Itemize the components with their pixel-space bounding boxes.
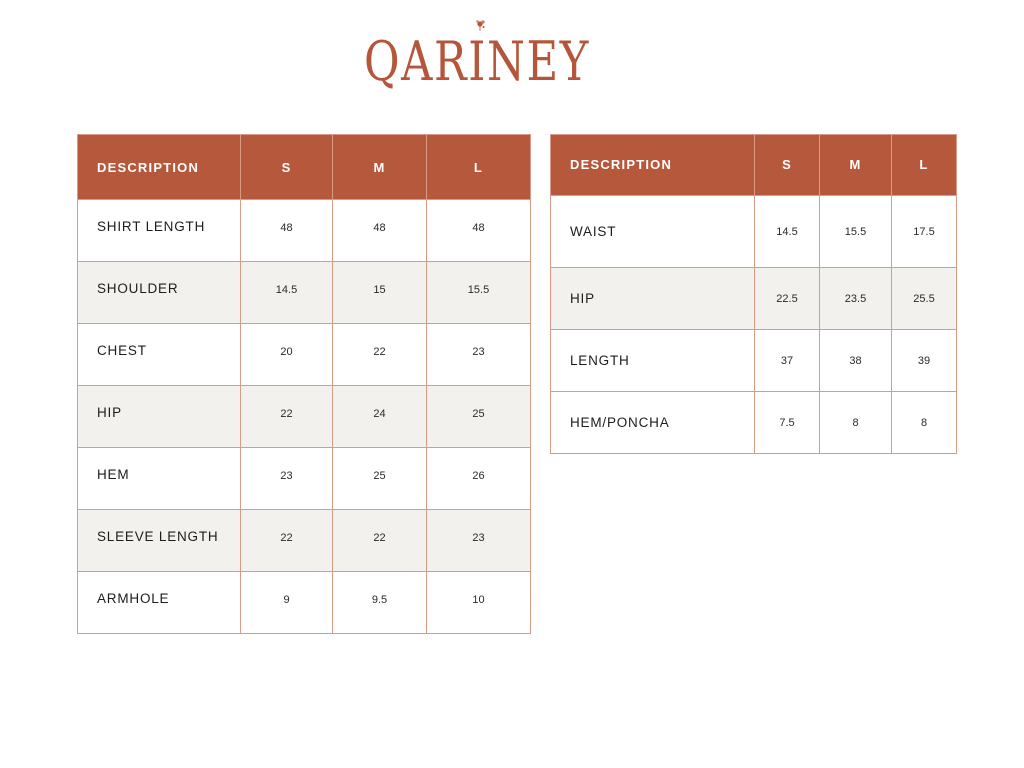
table-row xyxy=(551,330,957,392)
size-m-value: 38 xyxy=(820,330,892,392)
row-label: HEM xyxy=(78,448,241,510)
table-row xyxy=(551,196,957,268)
row-label: CHEST xyxy=(78,324,241,386)
column-header-m: M xyxy=(333,135,427,200)
top-size-table xyxy=(77,134,531,634)
brand-name: QARINEY xyxy=(364,30,590,93)
table-row xyxy=(78,262,531,324)
table-row xyxy=(78,448,531,510)
table-row xyxy=(78,510,531,572)
size-m-value: 24 xyxy=(333,386,427,448)
size-m-value: 8 xyxy=(820,392,892,454)
column-header-m: M xyxy=(820,135,892,196)
size-l-value: 23 xyxy=(427,324,531,386)
column-header-s: S xyxy=(241,135,333,200)
size-m-value: 15 xyxy=(333,262,427,324)
row-label: ARMHOLE xyxy=(78,572,241,634)
column-header-description: DESCRIPTION xyxy=(78,135,241,200)
row-label: HIP xyxy=(551,268,755,330)
size-m-value: 22 xyxy=(333,510,427,572)
size-l-value: 23 xyxy=(427,510,531,572)
column-header-s: S xyxy=(755,135,820,196)
column-header-description: DESCRIPTION xyxy=(551,135,755,196)
size-m-value: 48 xyxy=(333,200,427,262)
size-l-value: 15.5 xyxy=(427,262,531,324)
column-header-l: L xyxy=(892,135,957,196)
size-l-value: 25.5 xyxy=(892,268,957,330)
table-row xyxy=(78,200,531,262)
size-m-value: 9.5 xyxy=(333,572,427,634)
row-label: HEM/PONCHA xyxy=(551,392,755,454)
column-header-l: L xyxy=(427,135,531,200)
size-l-value: 8 xyxy=(892,392,957,454)
row-label: WAIST xyxy=(551,196,755,268)
row-label: SHIRT LENGTH xyxy=(78,200,241,262)
table-row xyxy=(551,392,957,454)
size-l-value: 25 xyxy=(427,386,531,448)
size-m-value: 25 xyxy=(333,448,427,510)
row-label: LENGTH xyxy=(551,330,755,392)
size-s-value: 37 xyxy=(755,330,820,392)
bottom-size-table xyxy=(550,134,957,454)
size-s-value: 14.5 xyxy=(241,262,333,324)
row-label: SLEEVE LENGTH xyxy=(78,510,241,572)
size-s-value: 22 xyxy=(241,510,333,572)
table-row xyxy=(78,572,531,634)
size-m-value: 22 xyxy=(333,324,427,386)
table-header-row xyxy=(551,135,957,196)
table-row xyxy=(78,324,531,386)
size-s-value: 7.5 xyxy=(755,392,820,454)
table-row xyxy=(551,268,957,330)
table-header-row xyxy=(78,135,531,200)
size-s-value: 9 xyxy=(241,572,333,634)
table-row xyxy=(78,386,531,448)
row-label: SHOULDER xyxy=(78,262,241,324)
size-m-value: 15.5 xyxy=(820,196,892,268)
size-l-value: 48 xyxy=(427,200,531,262)
size-s-value: 22.5 xyxy=(755,268,820,330)
size-l-value: 26 xyxy=(427,448,531,510)
size-m-value: 23.5 xyxy=(820,268,892,330)
brand-logo-graphic xyxy=(362,18,592,93)
size-s-value: 23 xyxy=(241,448,333,510)
size-l-value: 39 xyxy=(892,330,957,392)
size-s-value: 48 xyxy=(241,200,333,262)
size-l-value: 10 xyxy=(427,572,531,634)
size-s-value: 22 xyxy=(241,386,333,448)
size-s-value: 14.5 xyxy=(755,196,820,268)
size-s-value: 20 xyxy=(241,324,333,386)
brand-logo xyxy=(362,18,592,93)
size-l-value: 17.5 xyxy=(892,196,957,268)
row-label: HIP xyxy=(78,386,241,448)
